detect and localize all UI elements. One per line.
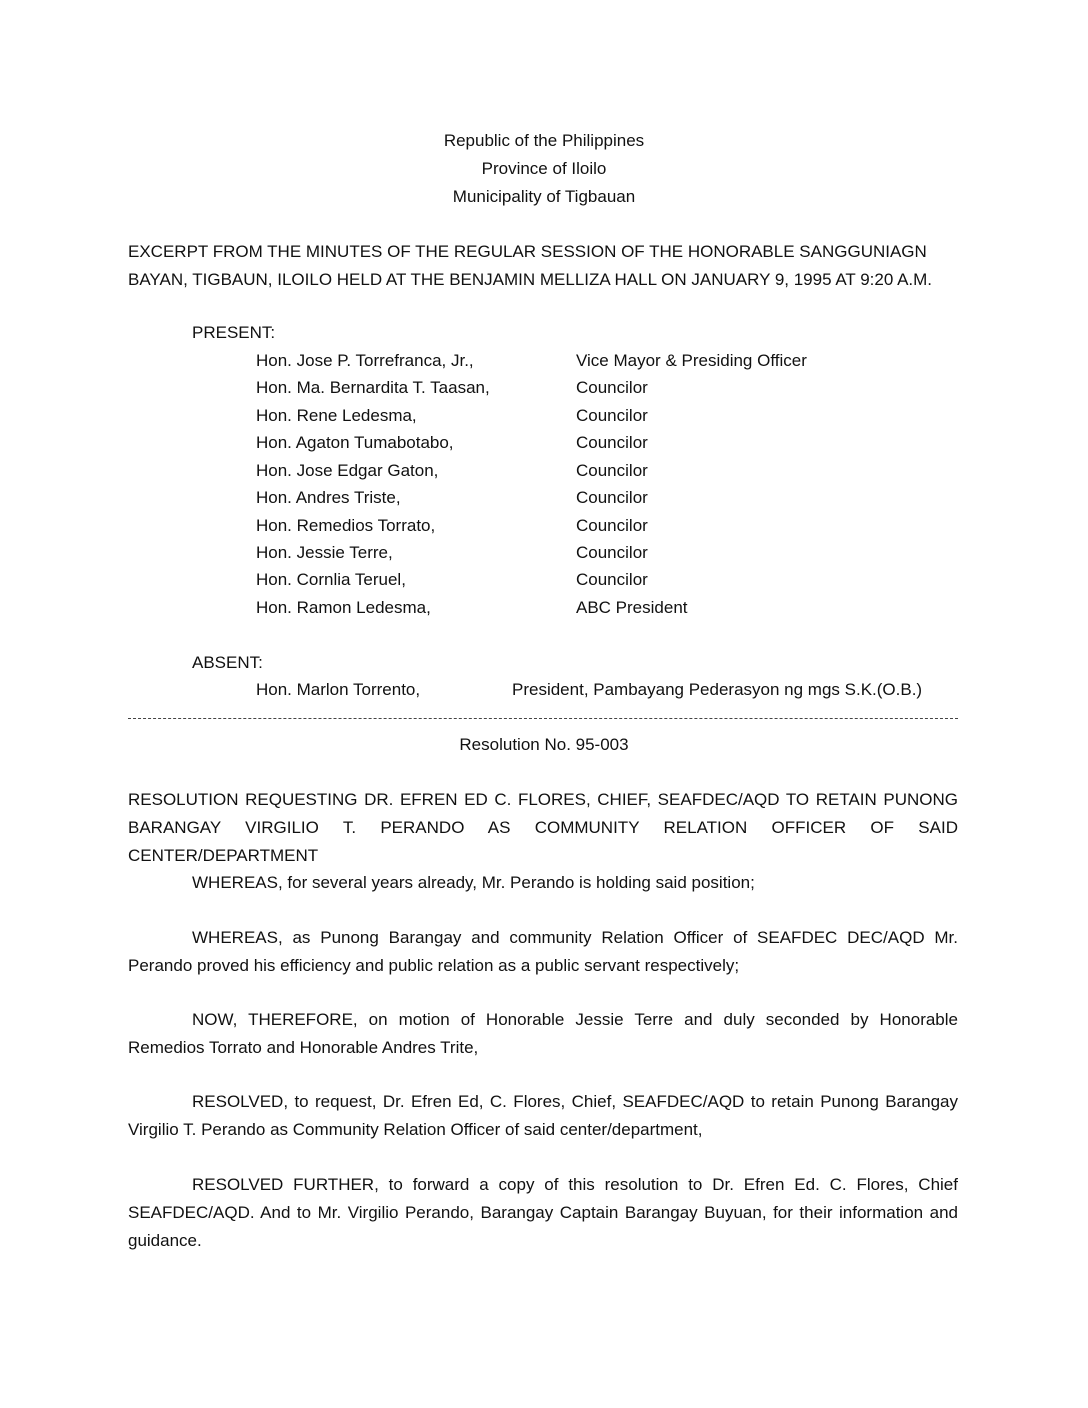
- attendee-row: [256, 484, 956, 512]
- attendee-row: [256, 429, 956, 457]
- attendee-position: Councilor: [576, 406, 648, 425]
- absent-label: ABSENT:: [192, 653, 263, 672]
- absentee-row: [256, 676, 956, 704]
- letterhead-province: Province of Iloilo: [481, 159, 607, 178]
- resolution-title: RESOLUTION REQUESTING DR. EFREN ED C. FLORES, CHIEF, SEAFDEC/AQD TO RETAIN PUNONG BARANGAY VIRGILIO T. PERANDO AS COMMUNITY RELATION OFFICER OF SAID CENTER/DEPARTMENT: [128, 790, 958, 865]
- attendee-position: Vice Mayor & Presiding Officer: [576, 351, 807, 370]
- attendee-position: Councilor: [576, 378, 648, 397]
- attendee-name: Hon. Ma. Bernardita T. Taasan,: [256, 378, 490, 397]
- letterhead-municipality: Municipality of Tigbauan: [452, 187, 636, 206]
- attendee-name: Hon. Ramon Ledesma,: [256, 598, 431, 617]
- absentee-position: President, Pambayang Pederasyon ng mgs S.K.(O.B.): [512, 680, 923, 699]
- attendee-name: Hon. Jose P. Torrefranca, Jr.,: [256, 351, 474, 370]
- attendee-position: Councilor: [576, 516, 648, 535]
- letterhead: [0, 127, 1088, 211]
- attendee-position: ABC President: [576, 598, 688, 617]
- attendee-row: [256, 457, 956, 485]
- dashed-separator: [128, 718, 958, 719]
- attendee-position: Councilor: [576, 461, 648, 480]
- present-label: PRESENT:: [192, 323, 276, 342]
- attendee-position: Councilor: [576, 433, 648, 452]
- attendee-position: Councilor: [576, 570, 648, 589]
- attendee-row: [256, 512, 956, 540]
- attendee-name: Hon. Agaton Tumabotabo,: [256, 433, 454, 452]
- attendee-name: Hon. Andres Triste,: [256, 488, 401, 507]
- attendee-position: Councilor: [576, 543, 648, 562]
- attendee-name: Hon. Cornlia Teruel,: [256, 570, 406, 589]
- attendee-row: [256, 374, 956, 402]
- attendee-row: [256, 566, 956, 594]
- excerpt-heading: EXCERPT FROM THE MINUTES OF THE REGULAR SESSION OF THE HONORABLE SANGGUNIAGN BAYAN, TIGBAUN, ILOILO HELD AT THE BENJAMIN MELLIZA HALL ON JANUARY 9, 1995 AT 9:20 A.M.: [128, 242, 933, 289]
- attendee-row: [256, 539, 956, 567]
- resolved-paragraph: RESOLVED, to request, Dr. Efren Ed, C. Flores, Chief, SEAFDEC/AQD to retain Punong Barangay Virgilio T. Perando as Community Relation Officer of said center/department,: [128, 1092, 958, 1139]
- attendee-row: [256, 402, 956, 430]
- attendee-name: Hon. Jessie Terre,: [256, 543, 393, 562]
- attendee-row: [256, 594, 956, 622]
- attendee-name: Hon. Rene Ledesma,: [256, 406, 417, 425]
- absentee-name: Hon. Marlon Torrento,: [256, 680, 421, 699]
- whereas-paragraph-1: WHEREAS, for several years already, Mr. Perando is holding said position;: [192, 873, 755, 892]
- attendee-row: [256, 347, 956, 375]
- whereas-paragraph-2: WHEREAS, as Punong Barangay and community Relation Officer of SEAFDEC DEC/AQD Mr. Perando proved his efficiency and public relation as a public servant respectively;: [128, 928, 958, 975]
- attendee-position: Councilor: [576, 488, 648, 507]
- resolved-further-paragraph: RESOLVED FURTHER, to forward a copy of this resolution to Dr. Efren Ed. C. Flores, Chief SEAFDEC/AQD. And to Mr. Virgilio Perando, Barangay Captain Barangay Buyuan, for their information and guidance.: [128, 1175, 958, 1250]
- resolution-number: Resolution No. 95-003: [459, 735, 629, 754]
- letterhead-republic: Republic of the Philippines: [443, 131, 645, 150]
- attendee-name: Hon. Remedios Torrato,: [256, 516, 436, 535]
- attendee-name: Hon. Jose Edgar Gaton,: [256, 461, 439, 480]
- now-therefore-paragraph: NOW, THEREFORE, on motion of Honorable Jessie Terre and duly seconded by Honorable Remedios Torrato and Honorable Andres Trite,: [128, 1010, 958, 1057]
